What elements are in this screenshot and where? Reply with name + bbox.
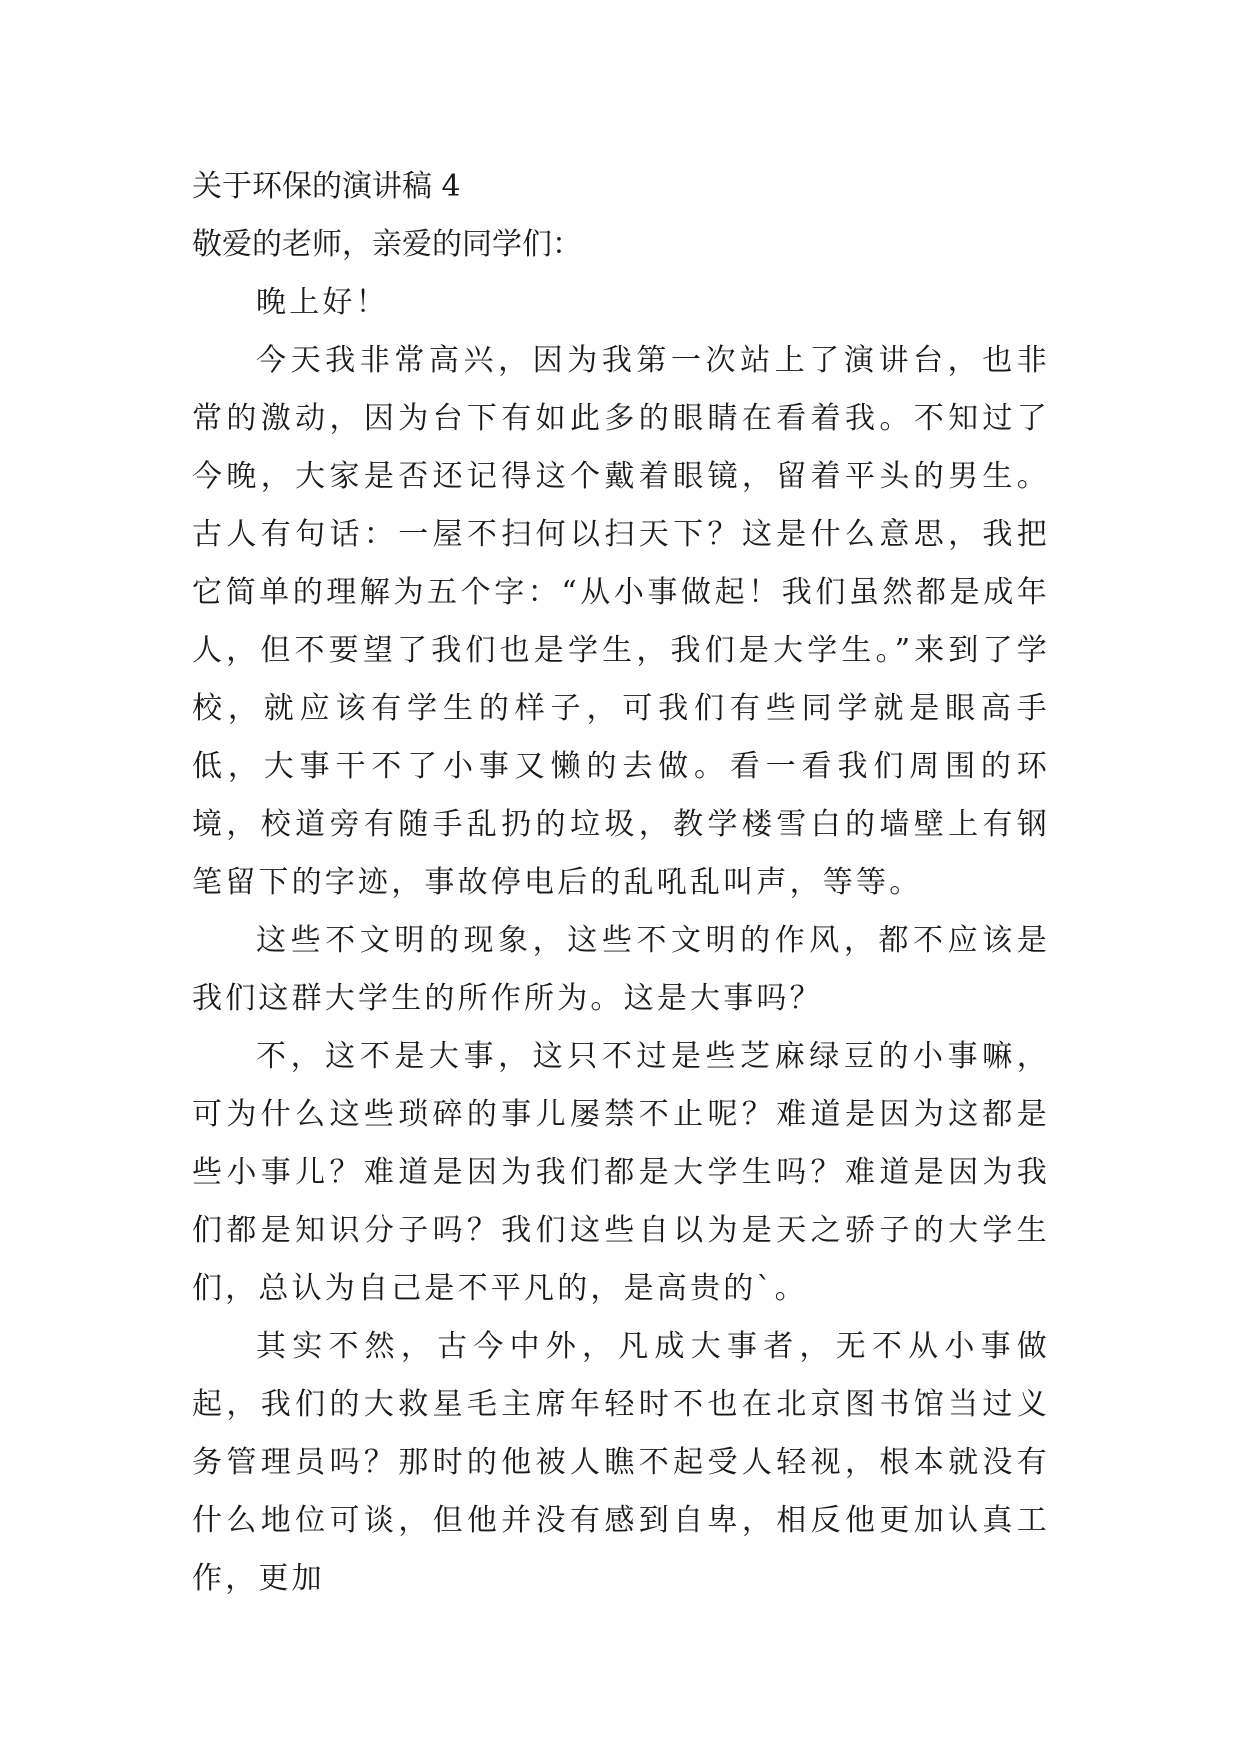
document-body: [192, 158, 1050, 1608]
paragraph-examples: 其实不然，古今中外，凡成大事者，无不从小事做起，我们的大救星毛主席年轻时不也在北京图书馆当过义务管理员吗？那时的他被人瞧不起受人轻视，根本就没有什么地位可谈，但他并没有感到自卑，相反他更加认真工作，更加: [192, 1329, 1050, 1596]
paragraph-intro: 今天我非常高兴，因为我第一次站上了演讲台，也非常的激动，因为台下有如此多的眼睛在看着我。不知过了今晚，大家是否还记得这个戴着眼镜，留着平头的男生。古人有句话：一屋不扫何以扫天下？这是什么意思，我把它简单的理解为五个字：“从小事做起！我们虽然都是成年人，但不要望了我们也是学生，我们是大学生。”来到了学校，就应该有学生的样子，可我们有些同学就是眼高手低，大事干不了小事又懒的去做。看一看我们周围的环境，校道旁有随手乱扔的垃圾，教学楼雪白的墙壁上有钢笔留下的字迹，事故停电后的乱吼乱叫声，等等。: [192, 343, 1050, 900]
paragraph-greeting: 晚上好！: [256, 285, 389, 320]
paragraph-small-matters: 不，这不是大事，这只不过是些芝麻绿豆的小事嘛，可为什么这些琐碎的事儿屡禁不止呢？难道是因为这都是些小事儿？难道是因为我们都是大学生吗？难道是因为我们都是知识分子吗？我们这些自以为是天之骄子的大学生们，总认为自己是不平凡的，是高贵的`。: [192, 1039, 1050, 1306]
salutation: 敬爱的老师，亲爱的同学们：: [192, 227, 582, 262]
paragraph-uncivilized: 这些不文明的现象，这些不文明的作风，都不应该是我们这群大学生的所作所为。这是大事吗？: [192, 923, 1050, 1016]
document-title: 关于环保的演讲稿 4: [192, 169, 461, 204]
